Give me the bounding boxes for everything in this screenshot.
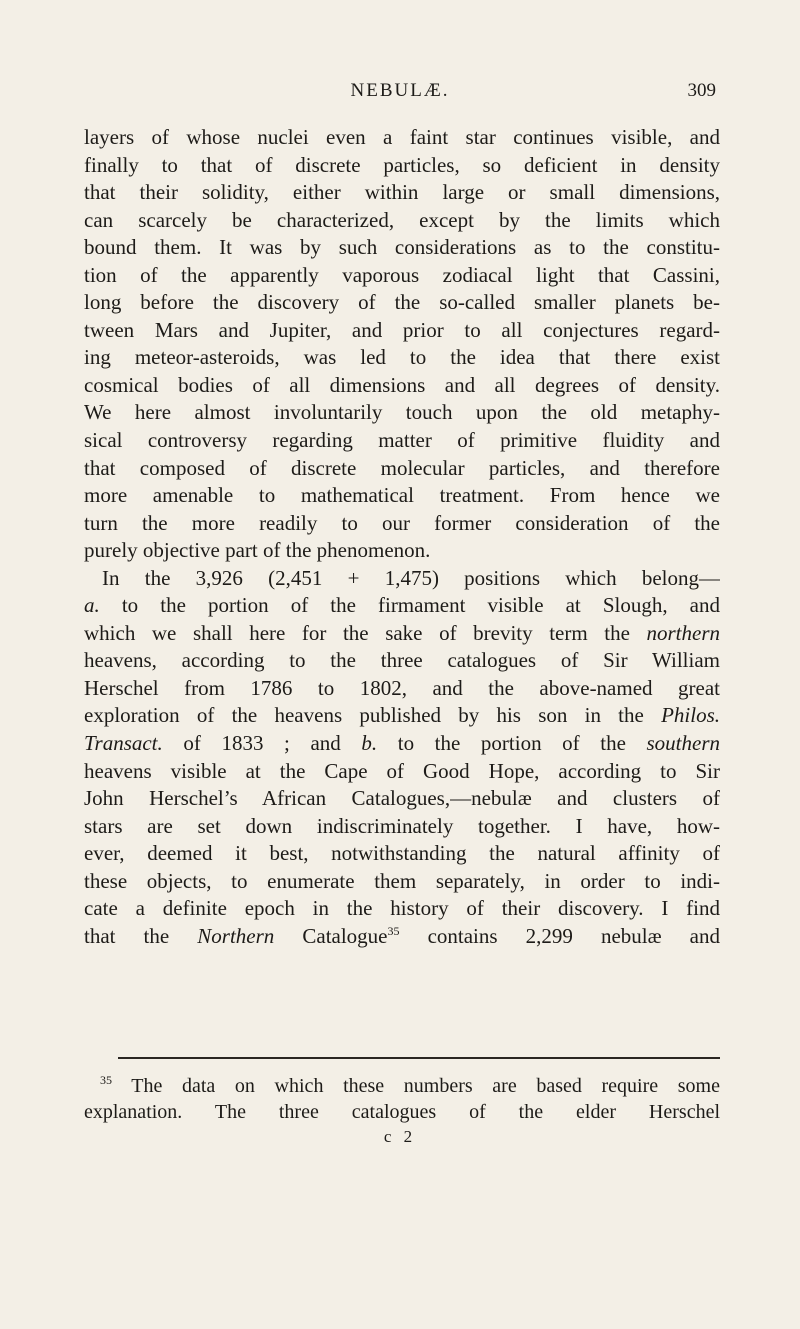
text-line: which we shall here for the sake of brevity term the northern xyxy=(84,620,720,645)
text-line: bound them. It was by such considerations as to the constitu- xyxy=(84,235,720,260)
running-title: NEBULÆ. xyxy=(350,80,450,101)
text-line: ever, deemed it best, notwithstanding the natural affinity of xyxy=(84,841,720,866)
text-line: tween Mars and Jupiter, and prior to all conjectures regard- xyxy=(84,317,720,342)
footnote-reference: 35 xyxy=(387,923,400,938)
text-line: Transact. of 1833 ; and b. to the portion of the southern xyxy=(84,731,720,756)
text-line: a. to the portion of the firmament visible at Slough, and xyxy=(84,593,720,618)
text-line: that composed of discrete molecular particles, and therefore xyxy=(84,455,720,480)
text-line: cosmical bodies of all dimensions and all degrees of density. xyxy=(84,372,720,397)
footnote-line: explanation. The three catalogues of the elder Herschel xyxy=(84,1101,720,1123)
text-line: In the 3,926 (2,451 + 1,475) positions which belong— xyxy=(102,565,720,590)
body-text xyxy=(84,124,720,950)
text-line: these objects, to enumerate them separately, in order to indi- xyxy=(84,868,720,893)
text-line: sical controversy regarding matter of primitive fluidity and xyxy=(84,428,720,453)
footnote xyxy=(84,1073,720,1125)
text-line: long before the discovery of the so-called smaller planets be- xyxy=(84,290,720,315)
text-line: stars are set down indiscriminately together. I have, how- xyxy=(84,813,720,838)
running-head xyxy=(0,80,800,110)
text-line: cate a definite epoch in the history of their discovery. I find xyxy=(84,896,720,921)
text-line: ing meteor-asteroids, was led to the idea that there exist xyxy=(84,345,720,370)
text-line: layers of whose nuclei even a faint star continues visible, and xyxy=(84,125,720,149)
text-line: heavens visible at the Cape of Good Hope, according to Sir xyxy=(84,758,720,783)
text-line: that their solidity, either within large or small dimensions, xyxy=(84,180,720,205)
signature-mark: c 2 xyxy=(383,1127,417,1146)
text-line: heavens, according to the three catalogues of Sir William xyxy=(84,648,720,673)
text-line: We here almost involuntarily touch upon the old metaphy- xyxy=(84,400,720,425)
page-number: 309 xyxy=(687,80,716,101)
footnote-line: $^{35}$ The data on which these numbers are based require some xyxy=(100,1073,720,1097)
text-line: more amenable to mathematical treatment. From hence we xyxy=(84,483,720,508)
text-line: John Herschel’s African Catalogues,—nebulæ and clusters of xyxy=(84,786,720,811)
footnote-marker: 35 xyxy=(100,1073,112,1087)
text-line: exploration of the heavens published by his son in the Philos. xyxy=(84,703,720,728)
text-line: turn the more readily to our former consideration of the xyxy=(84,510,720,535)
text-line: that the Northern Catalogue$^{35}$ contains 2,299 nebulæ and xyxy=(84,923,720,948)
text-line: purely objective part of the phenomenon. xyxy=(84,538,431,563)
text-line: Herschel from 1786 to 1802, and the above-named great xyxy=(84,675,720,700)
text-line: tion of the apparently vaporous zodiacal light that Cassini, xyxy=(84,262,720,287)
footnote-divider xyxy=(118,1057,720,1059)
text-line: can scarcely be characterized, except by the limits which xyxy=(84,207,720,232)
text-line: finally to that of discrete particles, so deficient in density xyxy=(84,152,720,177)
